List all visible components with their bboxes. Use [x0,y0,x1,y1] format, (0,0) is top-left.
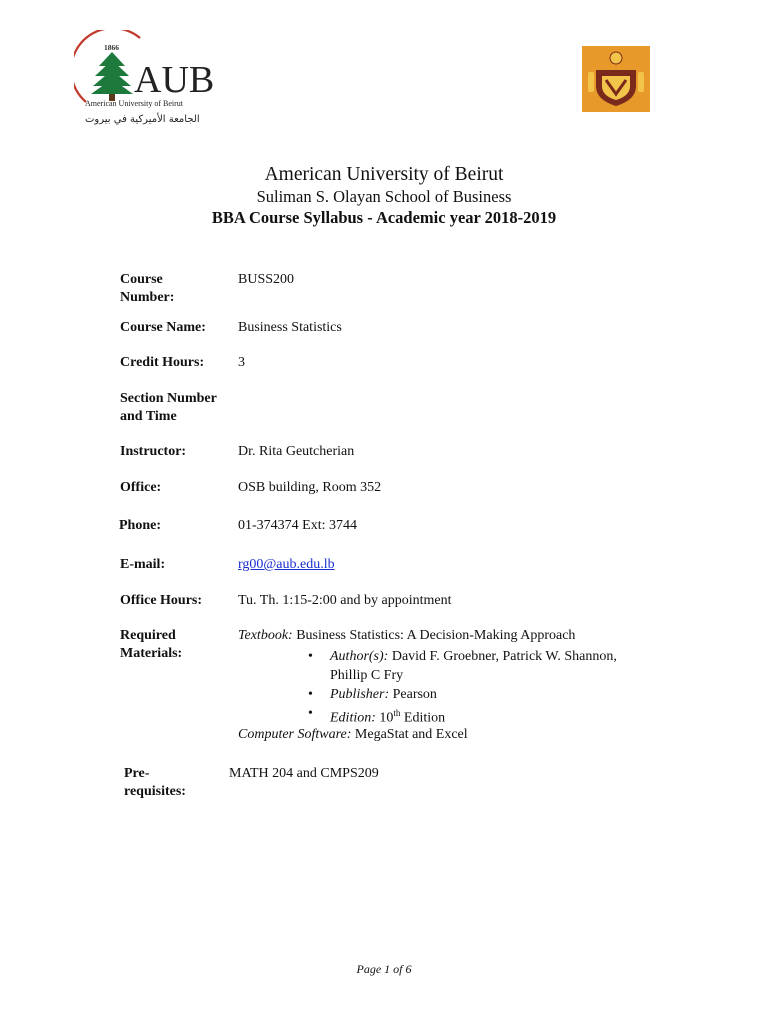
edition-superscript: th [393,708,401,718]
software-line [238,726,468,744]
university-title: American University of Beirut [264,164,504,185]
prereq-label-line1: Pre- [124,766,150,781]
list-item-edition [308,704,617,728]
aub-logo-letters: AUB [134,59,215,101]
credit-hours-label: Credit Hours: [120,355,205,370]
software-label: Computer Software: [238,727,352,742]
email-link[interactable]: rg00@aub.edu.lb [238,557,335,572]
phone-label: Phone: [119,518,161,533]
office-label: Office: [120,480,162,495]
course-name-value: Business Statistics [238,320,342,335]
aub-logo-name-en: American University of Beirut [85,99,183,108]
aub-logo [74,30,224,128]
phone-value: 01-374374 Ext: 3744 [238,518,357,533]
prereq-label-line2: requisites: [124,784,186,799]
office-value: OSB building, Room 352 [238,480,382,495]
course-number-label-line1: Course [120,272,163,287]
materials-label-line2: Materials: [120,646,183,661]
publisher-value: Pearson [392,687,437,702]
course-number-value: BUSS200 [238,272,295,287]
prereq-value: MATH 204 and CMPS209 [229,766,379,781]
school-title: Suliman S. Olayan School of Business [256,187,512,206]
textbook-label: Textbook: [238,628,293,643]
software-value: MegaStat and Excel [354,727,468,742]
edition-suffix: Edition [403,710,446,726]
section-label-line2: and Time [120,409,177,424]
authors-value-line2: Phillip C Fry [330,668,404,683]
school-crest-logo [582,46,650,112]
aub-logo-year: 1866 [104,43,119,52]
materials-label-line1: Required [120,628,176,643]
instructor-label: Instructor: [120,444,187,459]
list-item-authors [308,647,617,685]
textbook-value: Business Statistics: A Decision-Making Approach [296,628,576,643]
email-label: E-mail: [120,557,166,572]
course-name-label: Course Name: [120,320,206,335]
materials-list [308,647,617,728]
syllabus-title: BBA Course Syllabus - Academic year 2018-2019 [211,208,557,227]
course-number-label-line2: Number: [120,290,175,305]
edition-number: 10 [379,710,394,726]
publisher-label: Publisher: [330,687,390,702]
office-hours-label: Office Hours: [120,593,203,608]
instructor-value: Dr. Rita Geutcherian [238,444,355,459]
authors-value-line1: David F. Groebner, Patrick W. Shannon, [391,649,617,664]
textbook-line [238,627,575,645]
cedar-tree-icon [91,52,133,101]
office-hours-value: Tu. Th. 1:15-2:00 and by appointment [238,593,452,608]
credit-hours-value: 3 [238,355,245,370]
authors-label: Author(s): [330,649,389,664]
aub-logo-name-ar: الجامعة الأميركية في بيروت [85,114,200,125]
list-item-publisher [308,685,617,704]
page-number: Page 1 of 6 [356,962,412,976]
edition-label: Edition: [330,710,376,726]
title-block [0,164,768,229]
section-label-line1: Section Number [120,391,217,406]
